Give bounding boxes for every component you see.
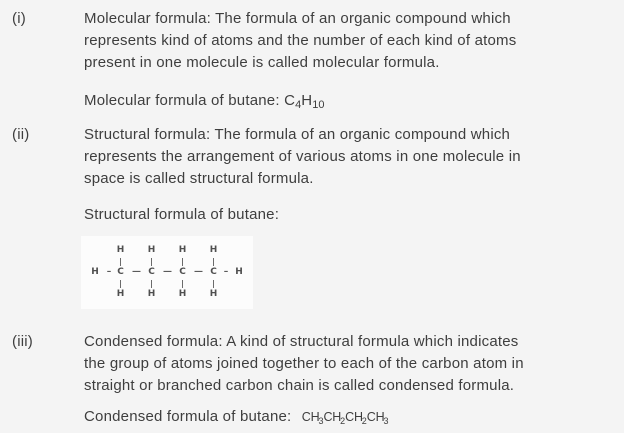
section-content	[84, 124, 624, 309]
paragraph-line: Structural formula: The formula of an organic compound which	[84, 126, 511, 143]
section-structural-formula	[0, 124, 624, 309]
formula-subscript: 4	[295, 99, 302, 111]
paragraph	[84, 331, 624, 397]
formula-element: CH	[345, 410, 363, 424]
bond-horizontal: —	[194, 267, 202, 277]
structural-formula-caption: Structural formula of butane:	[84, 206, 280, 223]
butane-structure-diagram	[88, 245, 246, 300]
bond-horizontal: –	[223, 267, 228, 277]
formula-element: C	[284, 92, 296, 109]
section-condensed-formula	[0, 331, 624, 429]
atom-h: H	[209, 289, 218, 299]
formula-label: Condensed formula of butane:	[84, 408, 296, 425]
atom-c: C	[179, 267, 186, 277]
section-label: (iii)	[12, 333, 33, 350]
paragraph-line: represents kind of atoms and the number of each kind of atoms	[84, 32, 517, 49]
formula-subscript: 10	[312, 99, 325, 111]
bond-vertical: |	[212, 257, 215, 266]
paragraph-line: Molecular formula: The formula of an organic compound which	[84, 10, 511, 27]
bond-vertical: |	[212, 279, 215, 288]
atom-h: H	[178, 289, 187, 299]
molecular-formula	[284, 92, 324, 109]
bond-vertical: |	[181, 279, 184, 288]
formula-subscript: 2	[340, 416, 346, 426]
bond-horizontal: —	[132, 267, 140, 277]
bond-vertical: |	[181, 257, 184, 266]
paragraph-line: space is called structural formula.	[84, 170, 314, 187]
atom-h: H	[147, 289, 156, 299]
section-content	[84, 331, 624, 429]
paragraph-line: represents the arrangement of various atoms in one molecule in	[84, 148, 521, 165]
structural-formula-image	[81, 236, 253, 309]
atom-h: H	[116, 289, 125, 299]
formula-element: CH	[301, 410, 320, 424]
section-molecular-formula	[0, 8, 624, 113]
formula-label: Molecular formula of butane:	[84, 92, 285, 109]
bond-vertical: |	[119, 257, 122, 266]
atom-c: C	[148, 267, 155, 277]
paragraph-line: Condensed formula: A kind of structural formula which indicates	[84, 333, 519, 350]
atom-h: H	[147, 245, 156, 255]
atom-h: H	[235, 267, 243, 277]
atom-c: C	[210, 267, 217, 277]
bond-vertical: |	[119, 279, 122, 288]
atom-h: H	[209, 245, 218, 255]
paragraph-line: the group of atoms joined together to each of the carbon atom in	[84, 355, 524, 372]
bond-vertical: |	[150, 257, 153, 266]
condensed-formula	[302, 410, 389, 424]
bond-vertical: |	[150, 279, 153, 288]
formula-element: CH	[366, 410, 385, 424]
formula-subscript: 3	[318, 416, 324, 426]
bond-horizontal: —	[163, 267, 171, 277]
paragraph-line: present in one molecule is called molecular formula.	[84, 54, 440, 71]
paragraph	[84, 8, 624, 74]
atom-h: H	[91, 267, 99, 277]
section-content	[84, 8, 624, 113]
formula-subscript: 2	[361, 416, 367, 426]
condensed-formula-line	[84, 406, 624, 429]
atom-h: H	[116, 245, 125, 255]
section-label: (i)	[12, 10, 26, 27]
atom-h: H	[178, 245, 187, 255]
formula-subscript: 3	[383, 416, 389, 426]
paragraph	[84, 124, 624, 190]
molecular-formula-line	[84, 90, 624, 113]
formula-element: H	[301, 92, 313, 109]
formula-element: CH	[323, 410, 342, 424]
atom-c: C	[117, 267, 124, 277]
bond-horizontal: –	[106, 267, 111, 277]
section-label: (ii)	[12, 126, 30, 143]
paragraph-line: straight or branched carbon chain is called condensed formula.	[84, 377, 515, 394]
